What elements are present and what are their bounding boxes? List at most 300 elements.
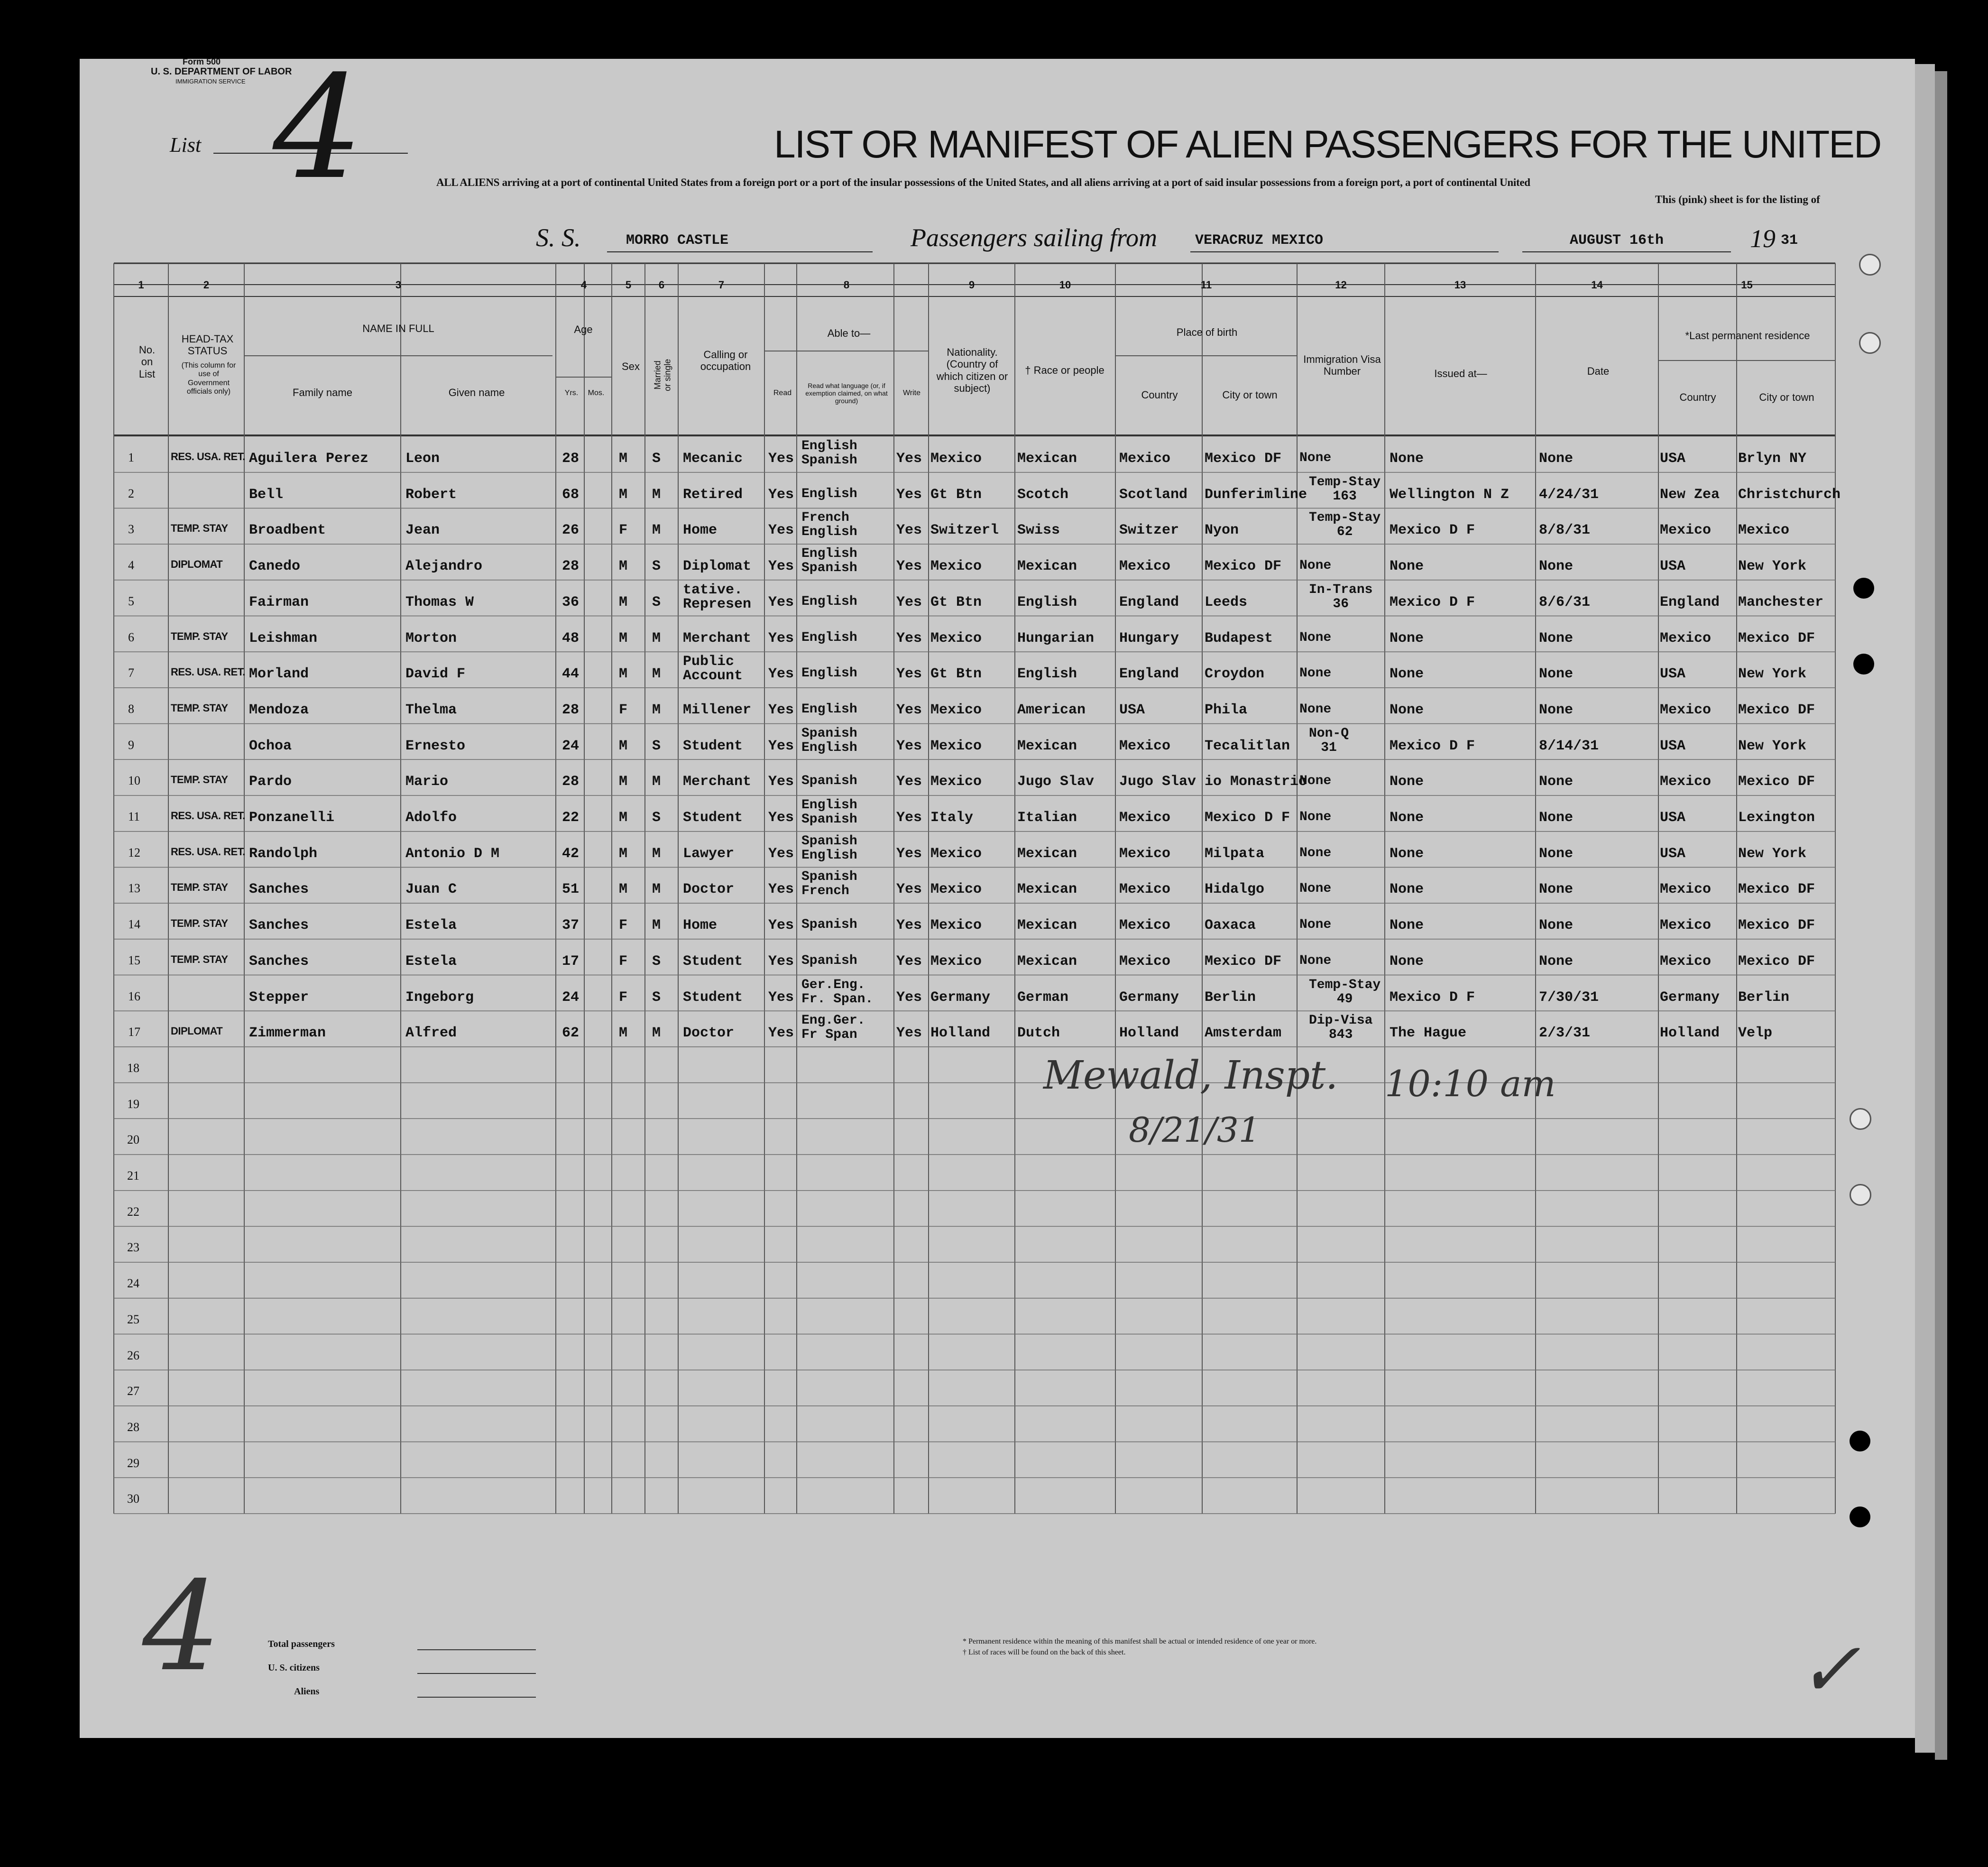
visa-date: 8/6/31 (1539, 594, 1591, 610)
residence-city: Mexico DF (1738, 917, 1815, 934)
header-place-of-birth: Place of birth (1176, 326, 1238, 338)
read-language: Eng.Ger. Fr Span (801, 1013, 865, 1043)
header-name-in-full: NAME IN FULL (362, 323, 434, 334)
row-number: 4 (128, 558, 134, 573)
residence-country: Germany (1660, 989, 1720, 1006)
can-write: Yes (896, 522, 922, 539)
read-language: Spanish (801, 917, 857, 933)
punch-hole (1859, 332, 1881, 354)
age-years: 51 (562, 881, 580, 898)
birth-country: Mexico (1119, 451, 1171, 467)
margin-mark: 4 (142, 1555, 221, 1699)
family-name: Sanches (249, 953, 309, 970)
residence-city: Lexington (1738, 810, 1815, 826)
residence-city: Berlin (1738, 989, 1790, 1006)
visa-number: Dip-Visa 843 (1309, 1013, 1373, 1043)
header-nationality: Nationality. (Country of which citizen or subject) (936, 346, 1008, 394)
marital-status: M (652, 845, 661, 862)
family-name: Bell (249, 486, 284, 503)
footnote-residence: * Permanent residence within the meaning of this manifest shall be actual or intended residence of one year or more. (963, 1637, 1317, 1645)
can-write: Yes (896, 774, 922, 790)
nationality: Germany (930, 989, 991, 1006)
sex: M (619, 594, 628, 610)
residence-city: Mexico DF (1738, 881, 1815, 898)
issued-at: None (1390, 810, 1424, 826)
issued-at: The Hague (1390, 1025, 1467, 1042)
form-number: Form 500 (183, 57, 221, 66)
birth-country: Germany (1119, 989, 1179, 1006)
race: Mexican (1017, 451, 1077, 467)
ship-name: MORRO CASTLE (626, 232, 729, 249)
row-number: 8 (128, 702, 134, 716)
nationality: Mexico (930, 774, 982, 790)
race: Mexican (1017, 881, 1077, 898)
visa-number: None (1299, 845, 1332, 860)
can-write: Yes (896, 594, 922, 610)
birth-city: Tecalitlan (1205, 738, 1290, 754)
occupation: Retired (683, 486, 743, 503)
row-number: 9 (128, 738, 134, 752)
birth-country: USA (1119, 702, 1145, 718)
visa-number: Non-Q 31 (1309, 726, 1349, 755)
can-read: Yes (768, 774, 794, 790)
header-write: Write (902, 389, 921, 397)
residence-city: New York (1738, 666, 1807, 683)
family-name: Morland (249, 666, 309, 683)
status-stamp: DIPLOMAT (171, 1025, 223, 1037)
birth-city: Berlin (1205, 989, 1256, 1006)
read-language: English Spanish (801, 546, 857, 576)
status-stamp: TEMP. STAY (171, 953, 228, 965)
can-read: Yes (768, 630, 794, 647)
visa-date: None (1539, 558, 1574, 575)
header-mos: Mos. (588, 389, 605, 397)
punch-hole (1859, 254, 1881, 276)
row-number: 11 (128, 810, 140, 823)
residence-city: Mexico DF (1738, 630, 1815, 647)
status-stamp: TEMP. STAY (171, 630, 228, 642)
aliens-line (417, 1697, 536, 1698)
status-stamp: TEMP. STAY (171, 522, 228, 535)
row-number: 19 (127, 1097, 139, 1111)
read-language: Spanish English (801, 726, 857, 755)
header-head-tax: HEAD-TAX STATUS (181, 333, 234, 357)
issued-at: Wellington N Z (1390, 486, 1509, 503)
row-number: 7 (128, 666, 134, 680)
age-years: 37 (562, 917, 580, 934)
occupation: Mecanic (683, 451, 743, 467)
column-number: 4 (580, 279, 587, 291)
header-last-residence: *Last permanent residence (1685, 330, 1810, 342)
birth-city: Mexico DF (1205, 953, 1282, 970)
birth-city: Hidalgo (1205, 881, 1265, 898)
row-number: 12 (128, 845, 140, 860)
marital-status: S (652, 738, 661, 754)
can-write: Yes (896, 845, 922, 862)
nationality: Mexico (930, 702, 982, 718)
family-name: Randolph (249, 845, 318, 862)
birth-city: Oaxaca (1205, 917, 1256, 934)
family-name: Sanches (249, 917, 309, 934)
status-stamp: TEMP. STAY (171, 917, 228, 930)
column-number: 3 (395, 279, 402, 291)
list-number: 4 (273, 45, 363, 211)
footer-total-passengers: Total passengers (268, 1639, 335, 1649)
race: Mexican (1017, 738, 1077, 754)
manifest-subtitle: ALL ALIENS arriving at a port of continental United States from a foreign port or a port of the insular possessions of the United States, and all aliens arriving at a port of said insular possessions from a foreign port, a port of continental United (436, 176, 1530, 188)
year-suffix: 31 (1781, 232, 1798, 249)
can-read: Yes (768, 810, 794, 826)
ss-label: S. S. (536, 223, 581, 252)
visa-date: None (1539, 953, 1574, 970)
can-write: Yes (896, 989, 922, 1006)
punch-hole (1850, 1184, 1871, 1206)
marital-status: M (652, 666, 661, 683)
can-read: Yes (768, 702, 794, 718)
can-read: Yes (768, 881, 794, 898)
status-stamp: DIPLOMAT (171, 558, 223, 571)
column-number: 1 (138, 279, 144, 291)
sex: M (619, 845, 628, 862)
header-birth-country: Country (1141, 389, 1178, 401)
occupation: Student (683, 810, 743, 826)
birth-country: England (1119, 666, 1179, 683)
family-name: Ponzanelli (249, 810, 335, 826)
residence-country: Holland (1660, 1025, 1720, 1042)
row-number: 15 (128, 953, 140, 967)
column-number: 6 (658, 279, 665, 291)
family-name: Sanches (249, 881, 309, 898)
residence-city: Mexico DF (1738, 702, 1815, 718)
sex: M (619, 630, 628, 647)
header-issued-at: Issued at— (1434, 368, 1487, 379)
occupation: Lawyer (683, 845, 735, 862)
row-number: 21 (127, 1169, 139, 1183)
status-stamp: RES. USA. RET. (171, 451, 245, 462)
department-label: U. S. DEPARTMENT OF LABOR (151, 66, 292, 77)
age-years: 62 (562, 1025, 580, 1042)
punch-hole (1850, 1431, 1870, 1451)
birth-country: Switzer (1119, 522, 1179, 539)
occupation: Doctor (683, 1025, 735, 1042)
birth-country: Mexico (1119, 881, 1171, 898)
visa-number: In-Trans 36 (1309, 582, 1373, 611)
given-name: Thomas W (405, 594, 474, 610)
can-write: Yes (896, 666, 922, 683)
race: English (1017, 666, 1077, 683)
read-language: English (801, 630, 857, 645)
sex: F (619, 989, 628, 1006)
nationality: Mexico (930, 451, 982, 467)
sex: F (619, 953, 628, 970)
punch-hole (1850, 1108, 1871, 1130)
marital-status: M (652, 881, 661, 898)
nationality: Mexico (930, 738, 982, 754)
family-name: Stepper (249, 989, 309, 1006)
can-write: Yes (896, 558, 922, 575)
residence-country: Mexico (1660, 917, 1712, 934)
age-years: 28 (562, 774, 580, 790)
status-stamp: RES. USA. RET. (171, 810, 245, 822)
port-name: VERACRUZ MEXICO (1195, 232, 1324, 249)
issued-at: None (1390, 630, 1424, 647)
can-write: Yes (896, 451, 922, 467)
can-write: Yes (896, 881, 922, 898)
marital-status: S (652, 451, 661, 467)
marital-status: S (652, 989, 661, 1006)
can-write: Yes (896, 702, 922, 718)
age-years: 28 (562, 451, 580, 467)
residence-country: Mexico (1660, 702, 1712, 718)
family-name: Mendoza (249, 702, 309, 718)
date-underline (1522, 251, 1731, 252)
age-years: 17 (562, 953, 580, 970)
family-name: Fairman (249, 594, 309, 610)
visa-date: 4/24/31 (1539, 486, 1599, 503)
issued-at: None (1390, 881, 1424, 898)
sex: M (619, 558, 628, 575)
column-number: 14 (1591, 279, 1603, 291)
residence-city: Brlyn NY (1738, 451, 1807, 467)
given-name: Adolfo (405, 810, 457, 826)
race: Jugo Slav (1017, 774, 1095, 790)
footer-us-citizens: U. S. citizens (268, 1663, 320, 1673)
can-write: Yes (896, 738, 922, 754)
can-read: Yes (768, 558, 794, 575)
occupation: Merchant (683, 630, 752, 647)
visa-date: None (1539, 451, 1574, 467)
visa-number: None (1299, 917, 1332, 933)
header-read-language: Read what language (or, if exemption claimed, on what ground) (805, 382, 888, 405)
visa-date: 2/3/31 (1539, 1025, 1591, 1042)
column-number: 9 (968, 279, 975, 291)
occupation: Home (683, 522, 718, 539)
marital-status: S (652, 953, 661, 970)
birth-country: Mexico (1119, 917, 1171, 934)
race: German (1017, 989, 1069, 1006)
row-number: 20 (127, 1133, 139, 1147)
occupation: Merchant (683, 774, 752, 790)
residence-country: USA (1660, 738, 1686, 754)
nationality: Mexico (930, 917, 982, 934)
given-name: Mario (405, 774, 449, 790)
list-label: List (170, 133, 202, 157)
sex: F (619, 702, 628, 718)
header-able-to: Able to— (827, 327, 871, 339)
status-stamp: RES. USA. RET. (171, 666, 245, 678)
can-write: Yes (896, 953, 922, 970)
can-write: Yes (896, 917, 922, 934)
header-sex: Sex (622, 360, 640, 372)
birth-country: Mexico (1119, 738, 1171, 754)
residence-country: USA (1660, 451, 1686, 467)
header-family-name: Family name (293, 387, 352, 398)
footer-aliens: Aliens (294, 1686, 320, 1697)
row-number: 27 (127, 1384, 139, 1398)
sex: M (619, 774, 628, 790)
visa-date: None (1539, 630, 1574, 647)
read-language: Spanish French (801, 869, 857, 899)
race: English (1017, 594, 1077, 610)
header-race: † Race or people (1025, 364, 1104, 376)
family-name: Canedo (249, 558, 301, 575)
column-number: 5 (625, 279, 632, 291)
header-head-tax-note: (This column for use of Government officials only) (181, 361, 236, 396)
marital-status: S (652, 810, 661, 826)
sex: M (619, 1025, 628, 1042)
row-number: 10 (128, 774, 140, 788)
birth-city: Phila (1205, 702, 1248, 718)
status-stamp: TEMP. STAY (171, 702, 228, 714)
punch-hole (1853, 578, 1874, 599)
occupation: tative. Represen (683, 582, 752, 612)
column-number: 2 (203, 279, 210, 291)
can-read: Yes (768, 1025, 794, 1042)
birth-city: Mexico DF (1205, 558, 1282, 575)
given-name: Alfred (405, 1025, 457, 1042)
issued-at: None (1390, 845, 1424, 862)
residence-country: USA (1660, 845, 1686, 862)
check-mark: ✓ (1797, 1625, 1861, 1714)
header-age: Age (574, 323, 593, 335)
nationality: Holland (930, 1025, 991, 1042)
punch-hole (1853, 654, 1874, 675)
row-number: 29 (127, 1456, 139, 1470)
can-read: Yes (768, 522, 794, 539)
can-write: Yes (896, 630, 922, 647)
nationality: Mexico (930, 953, 982, 970)
row-number: 28 (127, 1420, 139, 1434)
visa-number: None (1299, 630, 1332, 645)
visa-number: None (1299, 666, 1332, 681)
sex: F (619, 917, 628, 934)
race: Mexican (1017, 845, 1077, 862)
birth-country: Holland (1119, 1025, 1179, 1042)
issued-at: Mexico D F (1390, 522, 1475, 539)
occupation: Doctor (683, 881, 735, 898)
visa-date: 7/30/31 (1539, 989, 1599, 1006)
family-name: Leishman (249, 630, 318, 647)
issued-at: None (1390, 451, 1424, 467)
can-write: Yes (896, 1025, 922, 1042)
read-language: English (801, 486, 857, 501)
birth-city: Budapest (1205, 630, 1273, 647)
given-name: Ernesto (405, 738, 466, 754)
age-years: 22 (562, 810, 580, 826)
visa-date: None (1539, 810, 1574, 826)
column-number: 12 (1335, 279, 1347, 291)
age-years: 26 (562, 522, 580, 539)
residence-country: Mexico (1660, 953, 1712, 970)
read-language: English (801, 702, 857, 717)
residence-country: USA (1660, 666, 1686, 683)
nationality: Mexico (930, 558, 982, 575)
family-name: Broadbent (249, 522, 326, 539)
birth-country: Mexico (1119, 953, 1171, 970)
residence-country: Mexico (1660, 881, 1712, 898)
nationality: Mexico (930, 845, 982, 862)
visa-date: 8/8/31 (1539, 522, 1591, 539)
sex: M (619, 486, 628, 503)
manifest-subtitle-2: This (pink) sheet is for the listing of (1655, 194, 1820, 205)
occupation: Student (683, 738, 743, 754)
row-number: 18 (127, 1061, 139, 1075)
visa-date: 8/14/31 (1539, 738, 1599, 754)
row-number: 26 (127, 1348, 139, 1362)
issued-at: None (1390, 666, 1424, 683)
read-language: Spanish (801, 774, 857, 789)
visa-number: Temp-Stay 163 (1309, 474, 1381, 504)
row-number: 25 (127, 1312, 139, 1326)
manifest-title: LIST OR MANIFEST OF ALIEN PASSENGERS FOR THE UNITED (774, 123, 1881, 166)
sex: M (619, 666, 628, 683)
row-number: 3 (128, 522, 134, 536)
row-number: 30 (127, 1492, 139, 1506)
age-years: 44 (562, 666, 580, 683)
nationality: Gt Btn (930, 594, 982, 610)
age-years: 28 (562, 558, 580, 575)
birth-city: Milpata (1205, 845, 1265, 862)
occupation: Diplomat (683, 558, 752, 575)
status-stamp: TEMP. STAY (171, 881, 228, 894)
read-language: Spanish English (801, 833, 857, 863)
visa-number: None (1299, 451, 1332, 465)
marital-status: M (652, 917, 661, 934)
occupation: Student (683, 989, 743, 1006)
total-passengers-line (417, 1649, 536, 1650)
header-visa-date: Date (1587, 365, 1610, 377)
sex: M (619, 451, 628, 467)
residence-country: Mexico (1660, 522, 1712, 539)
can-read: Yes (768, 989, 794, 1006)
birth-city: Dunferimline (1205, 486, 1307, 503)
age-years: 42 (562, 845, 580, 862)
service-label: IMMIGRATION SERVICE (175, 78, 246, 85)
issued-at: None (1390, 558, 1424, 575)
visa-date: None (1539, 845, 1574, 862)
residence-city: Manchester (1738, 594, 1824, 610)
given-name: Jean (405, 522, 440, 539)
residence-country: New Zea (1660, 486, 1720, 503)
race: Italian (1017, 810, 1077, 826)
age-years: 28 (562, 702, 580, 718)
occupation: Home (683, 917, 718, 934)
birth-country: Mexico (1119, 810, 1171, 826)
sailing-label: Passengers sailing from (911, 223, 1158, 252)
residence-city: Mexico DF (1738, 953, 1815, 970)
nationality: Mexico (930, 630, 982, 647)
given-name: Ingeborg (405, 989, 474, 1006)
birth-country: England (1119, 594, 1179, 610)
birth-city: Amsterdam (1205, 1025, 1282, 1042)
residence-country: USA (1660, 558, 1686, 575)
nationality: Mexico (930, 881, 982, 898)
header-married: Married or single (653, 359, 672, 391)
can-read: Yes (768, 451, 794, 467)
column-number: 8 (843, 279, 850, 291)
read-language: English Spanish (801, 798, 857, 827)
header-no-on-list: No. on List (138, 344, 156, 380)
occupation: Public Account (683, 654, 743, 684)
row-number: 17 (128, 1025, 140, 1039)
age-years: 24 (562, 738, 580, 754)
residence-country: Mexico (1660, 630, 1712, 647)
visa-number: None (1299, 953, 1332, 968)
inspection-date: 8/21/31 (1129, 1110, 1261, 1150)
can-read: Yes (768, 666, 794, 683)
given-name: Morton (405, 630, 457, 647)
birth-country: Hungary (1119, 630, 1179, 647)
